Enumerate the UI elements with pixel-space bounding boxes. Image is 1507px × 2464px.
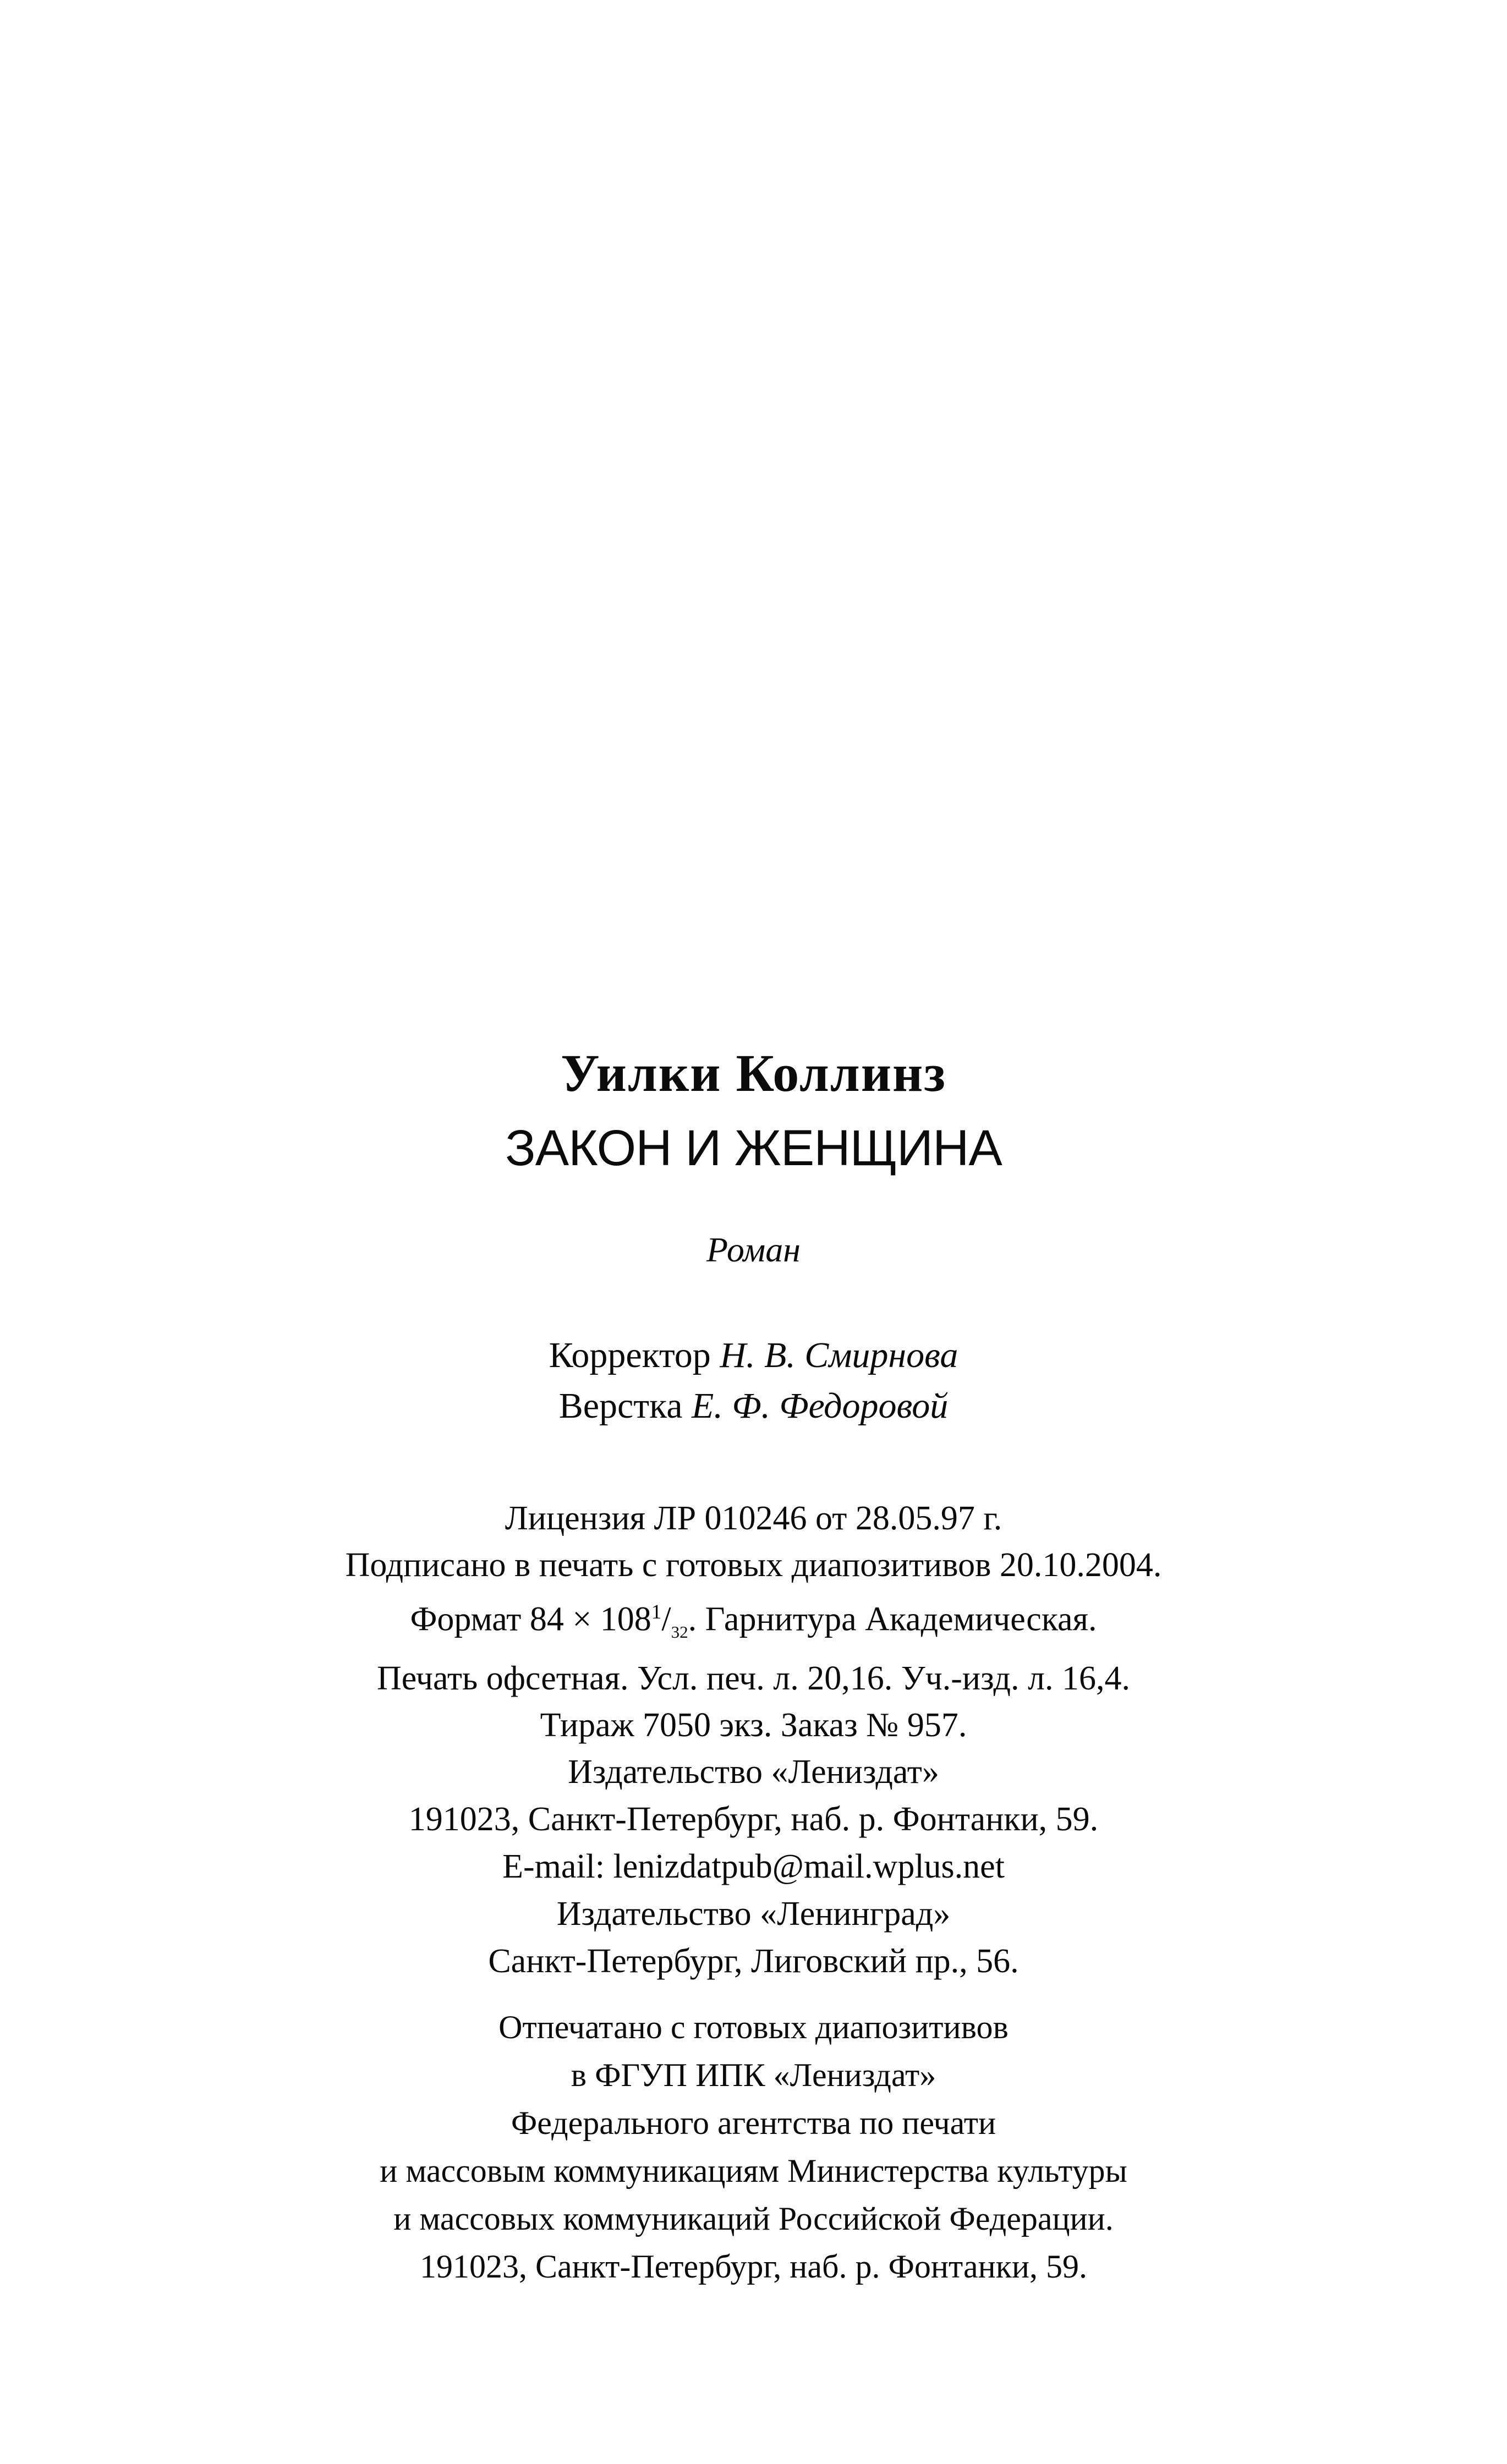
genre-label: Роман <box>706 1230 801 1269</box>
publisher-line: 191023, Санкт-Петербург, наб. р. Фонтанки, 59. <box>408 1801 1099 1838</box>
printer-block <box>0 2004 1507 2291</box>
credits-block <box>0 1330 1507 1431</box>
publisher-line: Издательство «Ленинград» <box>556 1895 951 1933</box>
signed-line: Подписано в печать с готовых диапозитивов 20.10.2004. <box>345 1546 1162 1584</box>
corrector-role: Корректор <box>549 1335 711 1375</box>
format-numerator: 1 <box>651 1601 662 1623</box>
layout-role: Верстка <box>558 1386 683 1426</box>
printer-line: Федерального агентства по печати <box>511 2105 996 2141</box>
layout-name: Е. Ф. Федоровой <box>692 1386 949 1426</box>
author-name: Уилки Коллинз <box>561 1044 946 1102</box>
layout-credit <box>0 1381 1507 1431</box>
format-prefix: Формат 84 × 108 <box>410 1600 651 1638</box>
format-line <box>0 1589 1507 1655</box>
corrector-name: Н. В. Смирнова <box>720 1335 958 1375</box>
publisher-email: E-mail: lenizdatpub@mail.wplus.net <box>502 1848 1005 1885</box>
print-info-block <box>0 1495 1507 1749</box>
license-line: Лицензия ЛР 010246 от 28.05.97 г. <box>505 1500 1002 1537</box>
publisher-block <box>0 1748 1507 1985</box>
printer-line: 191023, Санкт-Петербург, наб. р. Фонтанки, 59. <box>420 2248 1087 2285</box>
format-suffix: . Гарнитура Академическая. <box>688 1600 1097 1638</box>
printer-line: Отпечатано с готовых диапозитивов <box>498 2009 1009 2045</box>
printing-line: Печать офсетная. Усл. печ. л. 20,16. Уч.-изд. л. 16,4. <box>377 1660 1130 1698</box>
corrector-credit <box>0 1330 1507 1381</box>
book-title: ЗАКОН И ЖЕНЩИНА <box>505 1120 1002 1176</box>
publisher-line: Санкт-Петербург, Лиговский пр., 56. <box>488 1942 1019 1980</box>
format-slash: / <box>661 1600 671 1638</box>
publisher-line: Издательство «Лениздат» <box>568 1753 939 1791</box>
printer-line: и массовым коммуникациям Министерства культуры <box>380 2153 1127 2189</box>
printer-line: и массовых коммуникаций Российской Федерации. <box>393 2200 1114 2237</box>
printer-line: в ФГУП ИПК «Лениздат» <box>571 2057 936 2093</box>
run-line: Тираж 7050 экз. Заказ № 957. <box>540 1706 967 1744</box>
format-denominator: 32 <box>671 1622 688 1642</box>
